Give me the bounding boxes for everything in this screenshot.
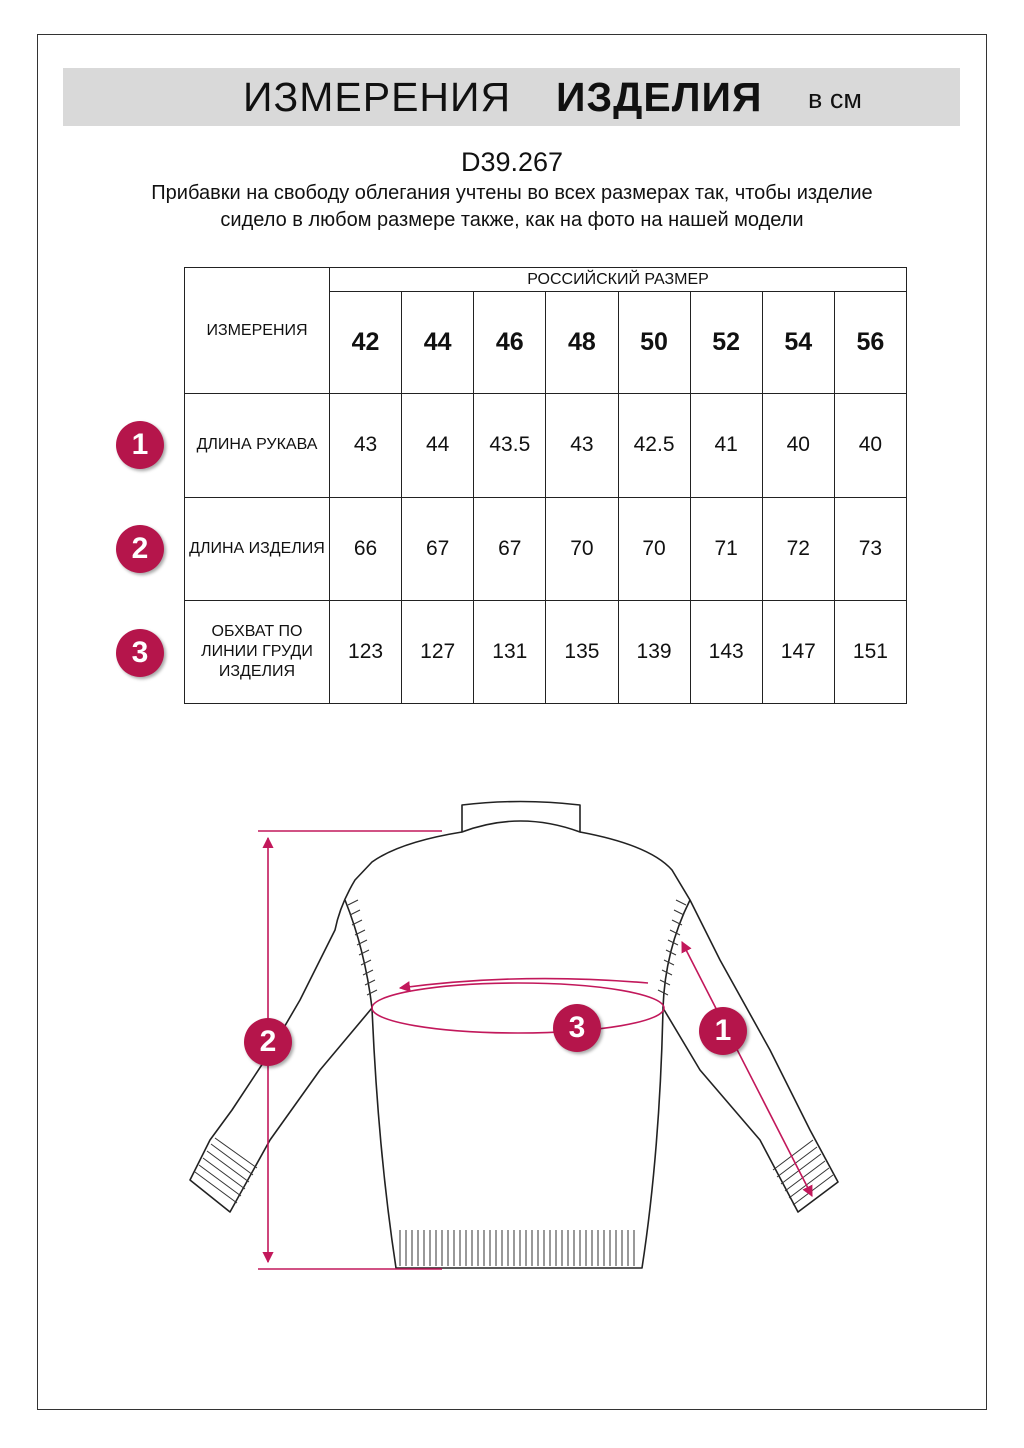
fit-note: Прибавки на свободу облегания учтены во всех размерах так, чтобы изделие сидело в любом размере также, как на фото на нашей модели <box>151 182 873 231</box>
size-header: 44 <box>402 292 474 394</box>
row-label: ДЛИНА РУКАВА <box>185 394 330 497</box>
size-header: 56 <box>834 292 906 394</box>
table-cell: 131 <box>474 600 546 703</box>
size-header: 50 <box>618 292 690 394</box>
title-measurements: ИЗМЕРЕНИЯ <box>243 74 512 120</box>
table-cell: 73 <box>834 497 906 600</box>
table-cell: 40 <box>834 394 906 497</box>
size-header: 52 <box>690 292 762 394</box>
table-cell: 70 <box>618 497 690 600</box>
table-cell: 143 <box>690 600 762 703</box>
table-cell: 67 <box>474 497 546 600</box>
table-cell: 139 <box>618 600 690 703</box>
diagram-marker-sleeve: 1 <box>699 1007 747 1055</box>
size-header: 54 <box>762 292 834 394</box>
row-label: ОБХВАТ ПО ЛИНИИ ГРУДИ ИЗДЕЛИЯ <box>185 600 330 703</box>
article-number: D39.267 <box>460 147 564 177</box>
table-cell: 127 <box>402 600 474 703</box>
table-cell: 147 <box>762 600 834 703</box>
table-cell: 43.5 <box>474 394 546 497</box>
row-badge-chest: 3 <box>116 629 164 677</box>
size-header: 42 <box>330 292 402 394</box>
table-cell: 135 <box>546 600 618 703</box>
table-cell: 70 <box>546 497 618 600</box>
table-cell: 72 <box>762 497 834 600</box>
table-cell: 40 <box>762 394 834 497</box>
size-header: 46 <box>474 292 546 394</box>
diagram-marker-chest: 3 <box>553 1004 601 1052</box>
table-group-header: РОССИЙСКИЙ РАЗМЕР <box>330 268 907 292</box>
table-cell: 41 <box>690 394 762 497</box>
size-header: 48 <box>546 292 618 394</box>
title-unit: в см <box>808 84 862 114</box>
table-cell: 44 <box>402 394 474 497</box>
table-cell: 67 <box>402 497 474 600</box>
table-cell: 42.5 <box>618 394 690 497</box>
table-cell: 123 <box>330 600 402 703</box>
table-label-header: ИЗМЕРЕНИЯ <box>185 268 330 394</box>
ribbing-hatch <box>195 900 833 1266</box>
table-cell: 43 <box>546 394 618 497</box>
row-label: ДЛИНА ИЗДЕЛИЯ <box>185 497 330 600</box>
table-cell: 43 <box>330 394 402 497</box>
table-cell: 71 <box>690 497 762 600</box>
title-product: ИЗДЕЛИЯ <box>556 74 763 120</box>
table-cell: 66 <box>330 497 402 600</box>
table-cell: 151 <box>834 600 906 703</box>
row-badge-sleeve: 1 <box>116 421 164 469</box>
row-badge-length: 2 <box>116 525 164 573</box>
diagram-marker-length: 2 <box>244 1018 292 1066</box>
